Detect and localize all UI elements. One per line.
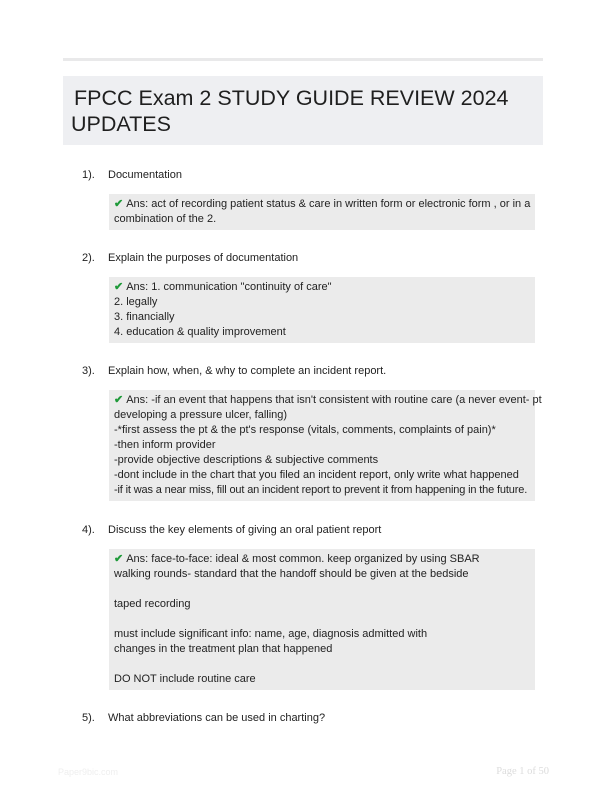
answer-line: -provide objective descriptions & subjective comments xyxy=(114,454,379,466)
answer-line: -then inform provider xyxy=(114,439,216,451)
answer-line: 2. legally xyxy=(114,296,158,308)
top-divider xyxy=(63,58,543,61)
checkmark-icon: ✔ xyxy=(114,394,124,406)
question-number: 1). xyxy=(82,169,95,181)
answer-line: ✔ Ans: 1. communication "continuity of care" xyxy=(114,281,332,293)
document-title: FPCC Exam 2 STUDY GUIDE REVIEW 2024 UPDATES xyxy=(71,86,509,136)
question-text: Explain how, when, & why to complete an incident report. xyxy=(108,365,387,377)
page-number: Page 1 of 50 xyxy=(496,766,549,777)
answer-box xyxy=(109,390,542,501)
checkmark-icon: ✔ xyxy=(114,198,124,210)
answer-box xyxy=(109,549,535,690)
checkmark-icon: ✔ xyxy=(114,553,124,565)
answer-line: ✔ Ans: face-to-face: ideal & most common. keep organized by using SBAR xyxy=(114,553,480,565)
answer-line: -*first assess the pt & the pt's response (vitals, comments, complaints of pain)* xyxy=(114,424,496,436)
answer-line: changes in the treatment plan that happened xyxy=(114,643,333,655)
answer-line: 3. financially xyxy=(114,311,175,323)
answer-line: taped recording xyxy=(114,598,191,610)
answer-line: 4. education & quality improvement xyxy=(114,326,286,338)
answer-line: must include significant info: name, age, diagnosis admitted with xyxy=(114,628,428,640)
question-text: Explain the purposes of documentation xyxy=(108,252,299,264)
question-text: Discuss the key elements of giving an oral patient report xyxy=(108,524,382,536)
question-number: 3). xyxy=(82,365,95,377)
question-number: 4). xyxy=(82,524,95,536)
answer-line: developing a pressure ulcer, falling) xyxy=(114,409,288,421)
checkmark-icon: ✔ xyxy=(114,281,124,293)
answer-box xyxy=(109,194,535,230)
answer-line xyxy=(114,657,530,672)
answer-line xyxy=(114,612,530,627)
question-text: What abbreviations can be used in charting? xyxy=(108,712,326,724)
title-banner xyxy=(63,76,543,145)
answer-line: -dont include in the chart that you filed an incident report, only write what happened xyxy=(114,469,519,481)
answer-line: combination of the 2. xyxy=(114,213,217,225)
footer-watermark: Paper9bic.com xyxy=(58,767,119,777)
answer-box xyxy=(109,277,535,343)
question-text: Documentation xyxy=(108,169,182,181)
question-number: 2). xyxy=(82,252,95,264)
answer-line: ✔ Ans: act of recording patient status & care in written form or electronic form , or in a xyxy=(114,198,531,210)
answer-line xyxy=(114,582,530,597)
answer-line: walking rounds- standard that the handoff should be given at the bedside xyxy=(114,568,469,580)
question-number: 5). xyxy=(82,712,95,724)
answer-line: DO NOT include routine care xyxy=(114,673,256,685)
answer-line: -if it was a near miss, fill out an incident report to prevent it from happening in the future. xyxy=(114,484,528,496)
answer-line: ✔ Ans: -if an event that happens that isn't consistent with routine care (a never event- pt xyxy=(114,394,542,406)
